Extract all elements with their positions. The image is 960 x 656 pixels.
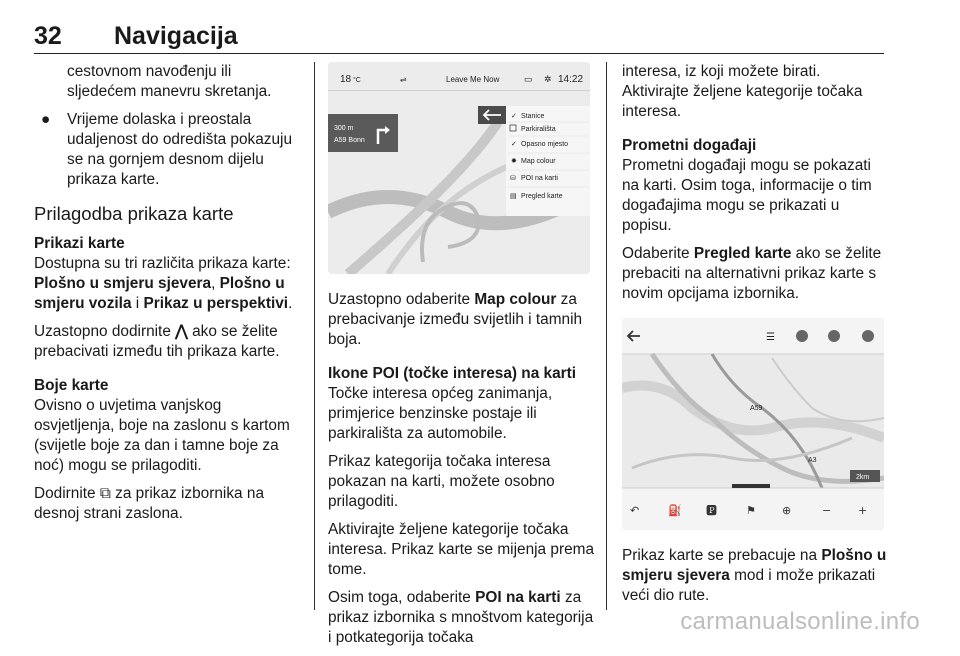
leave-me-now-label: Leave Me Now	[446, 75, 500, 84]
header-rule	[34, 53, 884, 54]
paragraph-poi-3: Aktivirajte željene kategorije točaka interesa. Prikaz karte se mijenja prema tome.	[328, 521, 595, 578]
column-3	[622, 62, 890, 614]
screenshot-map-menu	[328, 62, 590, 274]
traffic-icon[interactable]	[796, 330, 808, 342]
menu-item-parking[interactable]: Parkirališta	[521, 126, 556, 133]
usb-icon: ⇌	[400, 75, 407, 84]
menu-item-stations[interactable]: Stanice	[521, 113, 545, 120]
distance-readout: 300 m	[334, 125, 354, 132]
menu-item-map-overview[interactable]: Pregled karte	[521, 193, 563, 200]
subheading-map-colors: Boje karte	[34, 377, 109, 394]
poi-icon: ⛁	[510, 175, 516, 182]
menu-icon: ⧉	[99, 485, 111, 502]
paragraph-traffic-2: Odaberite Pregled karte ako se želite prebaciti na alternativni prikaz karte s novim opcijama izbornika.	[622, 245, 882, 302]
column-divider-2	[606, 62, 607, 610]
screenshot-map-overview	[622, 318, 884, 530]
continued-text: cestovnom navođenju ili sljedećem manevru skretanja.	[67, 63, 272, 100]
paragraph-poi-2: Prikaz kategorija točaka interesa pokazan na karti, možete osobno prilagoditi.	[328, 453, 555, 510]
road-label-1: A59	[750, 405, 763, 412]
scale-readout: 2km	[856, 474, 870, 481]
settings-icon[interactable]	[862, 330, 874, 342]
paragraph-continued: interesa, iz koji možete birati. Aktivirajte željene kategorije točaka interesa.	[622, 63, 863, 120]
column-divider-1	[314, 62, 315, 610]
bullet-item	[34, 110, 302, 190]
bullet-dot: ●	[41, 111, 51, 128]
sun-icon: ✹	[511, 158, 517, 165]
screen-icon: ▭	[524, 74, 533, 84]
target-icon[interactable]: ⊕	[782, 504, 792, 517]
paragraph-toggle-views: Uzastopno dodirnite ⋀ ako se želite prebacivati između tih prikaza karte.	[34, 323, 280, 360]
road-label-2: A3	[808, 457, 817, 464]
paragraph-poi-1: Točke interesa općeg zanimanja, primjerice benzinske postaje ili parkirališta za automobile.	[328, 385, 553, 442]
menu-check-icon-1: ✓	[511, 113, 517, 120]
page-header	[34, 22, 920, 50]
zoom-in-icon[interactable]: +	[858, 504, 868, 517]
column-2	[328, 62, 596, 656]
menu-item-danger[interactable]: Opasno mjesto	[521, 141, 569, 148]
menu-check-icon-2: ✓	[511, 141, 517, 148]
subheading-map-views: Prikazi karte	[34, 235, 125, 252]
map-overview-icon: ▤	[510, 193, 517, 200]
paragraph-poi-4: Osim toga, odaberite POI na karti za prikaz izbornika s mnoštvom kategorija i potkategorija točaka	[328, 589, 594, 646]
chevron-up-icon: ⋀	[175, 323, 188, 340]
paragraph-map-colors: Ovisno o uvjetima vanjskog osvjetljenja, boje na zaslonu s kartom (svijetle boje za dan i tamne boje za noć) mogu se prilagoditi.	[34, 397, 290, 474]
fuel-icon[interactable]: ⛽	[668, 504, 682, 517]
section-heading: Prilagodba prikaza karte	[34, 203, 234, 224]
page-number: 32	[34, 22, 62, 50]
watermark: carmanualsonline.info	[680, 608, 920, 635]
menu-item-poi[interactable]: POI na karti	[521, 175, 558, 182]
subheading-poi: Ikone POI (točke interesa) na karti	[328, 365, 577, 382]
list-icon[interactable]: ☰	[766, 332, 775, 343]
paragraph-map-colour: Uzastopno odaberite Map colour za prebacivanje između svijetlih i tamnih boja.	[328, 291, 583, 348]
zoom-out-icon[interactable]: −	[822, 504, 832, 517]
undo-icon[interactable]: ↶	[630, 504, 640, 517]
paragraph-north-up: Prikaz karte se prebacuje na Plošno u smjeru sjevera mod i može prikazati veći dio rute.	[622, 547, 887, 604]
gear-icon: ✲	[544, 74, 552, 84]
paragraph-map-views: Dostupna su tri različita prikaza karte: Plošno u smjeru sjevera, Plošno u smjeru vozila i Prikaz u perspektivi.	[34, 255, 293, 312]
road-name: A59 Bonn	[334, 137, 365, 144]
paragraph-traffic-1: Prometni događaji mogu se pokazati na karti. Osim toga, informacije o tim događajima mogu se prikazati u popisu.	[622, 157, 872, 234]
column-1	[34, 62, 302, 532]
paragraph-menu: Dodirnite ⧉ za prikaz izbornika na desnoj strani zaslona.	[34, 485, 264, 522]
parking-icon[interactable]: 🅿	[706, 504, 717, 517]
page-title: Navigacija	[114, 22, 238, 50]
navigation-icon[interactable]	[828, 330, 840, 342]
poi-filter-icon[interactable]: ⚑	[746, 504, 756, 517]
subheading-traffic: Prometni događaji	[622, 137, 757, 154]
bullet-text: Vrijeme dolaska i preostala udaljenost do odredišta pokazuju se na gornjem desnom dijelu prikaza karte.	[67, 111, 293, 188]
temperature-readout: 18	[340, 74, 352, 85]
menu-item-map-colour[interactable]: Map colour	[521, 158, 556, 165]
clock-readout: 14:22	[558, 74, 584, 85]
temperature-unit: °C	[353, 77, 361, 84]
